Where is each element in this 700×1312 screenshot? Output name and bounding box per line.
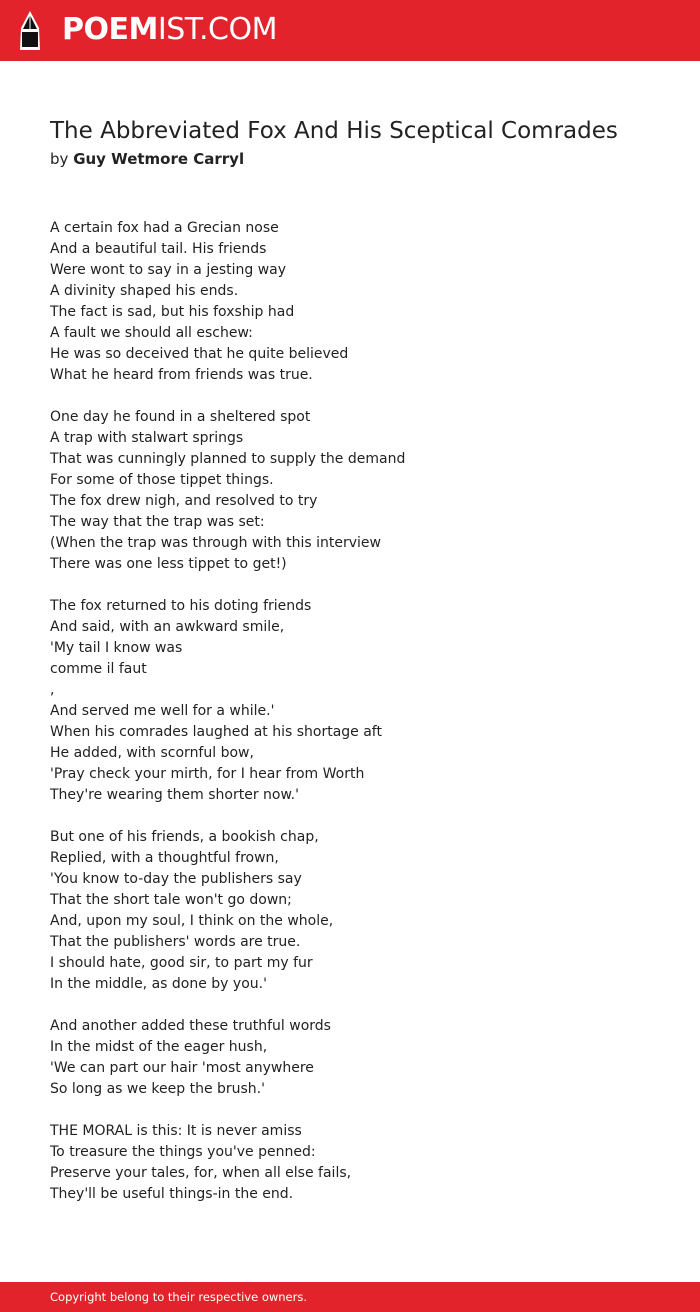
poem-line: comme il faut (50, 661, 147, 677)
poem-line: Replied, with a thoughtful frown, (50, 850, 279, 866)
logo-text-light: IST.COM (157, 12, 277, 47)
stanza (50, 407, 650, 575)
poem-line: For some of those tippet things. (50, 472, 274, 488)
poem-line: THE MORAL is this: It is never amiss (50, 1123, 302, 1139)
poem-line: One day he found in a sheltered spot (50, 409, 311, 425)
poem-line: To treasure the things you've penned: (50, 1144, 316, 1160)
poem-line: The way that the trap was set: (50, 514, 265, 530)
poem-line: When his comrades laughed at his shortage aft (50, 724, 382, 740)
poem-line: The fox drew nigh, and resolved to try (50, 493, 318, 509)
poem-line: Preserve your tales, for, when all else fails, (50, 1165, 352, 1181)
pen-nib-icon[interactable] (18, 10, 42, 52)
poem-line: What he heard from friends was true. (50, 367, 313, 383)
stanza (50, 596, 650, 806)
poem-line: That the short tale won't go down; (50, 892, 292, 908)
poem-line: A trap with stalwart springs (50, 430, 244, 446)
poem-line: That was cunningly planned to supply the demand (50, 451, 406, 467)
poem-line: A certain fox had a Grecian nose (50, 220, 279, 236)
poem-line: 'Pray check your mirth, for I hear from Worth (50, 766, 365, 782)
poem-line: And another added these truthful words (50, 1018, 331, 1034)
poem-line: He was so deceived that he quite believed (50, 346, 349, 362)
site-footer (0, 1282, 700, 1312)
poem-byline (50, 149, 244, 169)
poem-line: He added, with scornful bow, (50, 745, 254, 761)
poem-author: Guy Wetmore Carryl (73, 150, 245, 168)
poem-line: That the publishers' words are true. (50, 934, 301, 950)
stanza (50, 827, 650, 995)
poem-line: The fact is sad, but his foxship had (50, 304, 295, 320)
poem-body (50, 218, 650, 1226)
poem-line: And a beautiful tail. His friends (50, 241, 267, 257)
poem-line: I should hate, good sir, to part my fur (50, 955, 313, 971)
poem-line: And said, with an awkward smile, (50, 619, 285, 635)
poem-line: In the middle, as done by you.' (50, 976, 267, 992)
poem-line: So long as we keep the brush.' (50, 1081, 265, 1097)
poem-line: They're wearing them shorter now.' (50, 787, 299, 803)
poem-line: There was one less tippet to get!) (50, 556, 287, 572)
poem-line: And, upon my soul, I think on the whole, (50, 913, 334, 929)
poem-title: The Abbreviated Fox And His Sceptical Comrades (50, 118, 618, 144)
poem-line: , (50, 682, 55, 698)
stanza (50, 1121, 650, 1205)
copyright-notice: Copyright belong to their respective owners. (50, 1290, 308, 1304)
poem-line: The fox returned to his doting friends (50, 598, 312, 614)
stanza (50, 218, 650, 386)
poem-line: A divinity shaped his ends. (50, 283, 239, 299)
poem-line: Were wont to say in a jesting way (50, 262, 287, 278)
poem-line: 'We can part our hair 'most anywhere (50, 1060, 314, 1076)
poem-line: In the midst of the eager hush, (50, 1039, 268, 1055)
logo-text-bold: POEM (62, 12, 158, 47)
poem-line: They'll be useful things-in the end. (50, 1186, 294, 1202)
poem-line: A fault we should all eschew: (50, 325, 253, 341)
poem-line: And served me well for a while.' (50, 703, 275, 719)
byline-by-label: by (50, 150, 69, 168)
poem-line: (When the trap was through with this interview (50, 535, 381, 551)
site-header (0, 0, 700, 61)
site-logo[interactable] (62, 12, 277, 48)
poem-line: 'You know to-day the publishers say (50, 871, 302, 887)
stanza (50, 1016, 650, 1100)
poem-line: 'My tail I know was (50, 640, 183, 656)
poem-line: But one of his friends, a bookish chap, (50, 829, 319, 845)
